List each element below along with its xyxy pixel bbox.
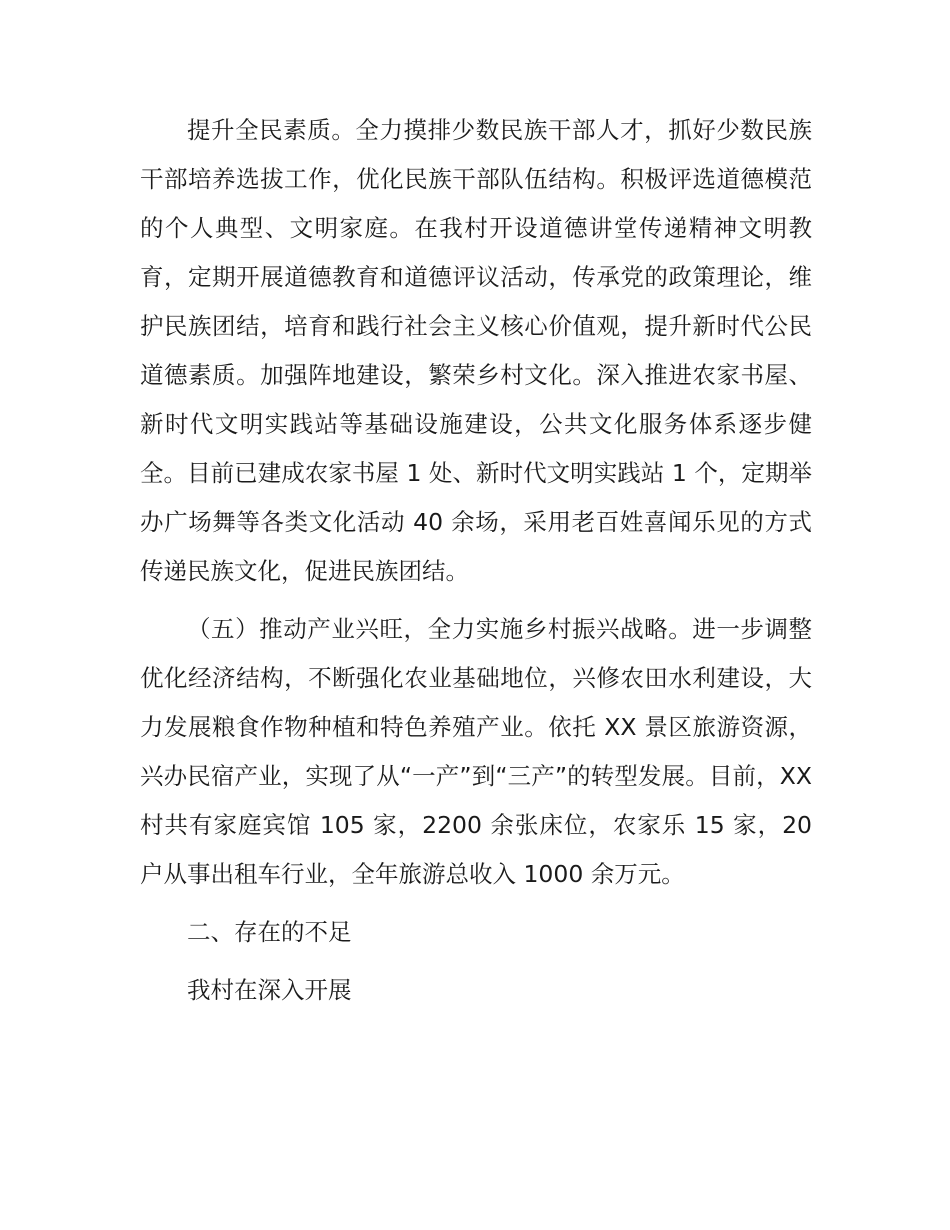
paragraph-shortcomings-start: 我村在深入开展 xyxy=(187,976,352,1004)
section-heading-shortcomings: 二、存在的不足 xyxy=(187,918,352,946)
document-body xyxy=(140,106,812,1015)
paragraph-industry: （五）推动产业兴旺，全力实施乡村振兴战略。进一步调整优化经济结构，不断强化农业基础地位，兴修农田水利建设，大力发展粮食作物种植和特色养殖产业。依托 XX 景区旅游资源，兴办民宿产业，实现了从“一产”到“三产”的转型发展。目前，XX 村共有家庭宾馆 105 家，2200 余张床位，农家乐 15 家，20 户从事出租车行业，全年旅游总收入 1000 余万元。 xyxy=(140,615,812,888)
paragraph-culture: 提升全民素质。全力摸排少数民族干部人才，抓好少数民族干部培养选拔工作，优化民族干部队伍结构。积极评选道德模范的个人典型、文明家庭。在我村开设道德讲堂传递精神文明教育，定期开展道德教育和道德评议活动，传承党的政策理论，维护民族团结，培育和践行社会主义核心价值观，提升新时代公民道德素质。加强阵地建设，繁荣乡村文化。深入推进农家书屋、新时代文明实践站等基础设施建设，公共文化服务体系逐步健全。目前已建成农家书屋 1 处、新时代文明实践站 1 个，定期举办广场舞等各类文化活动 40 余场，采用老百姓喜闻乐见的方式传递民族文化，促进民族团结。 xyxy=(140,116,812,585)
